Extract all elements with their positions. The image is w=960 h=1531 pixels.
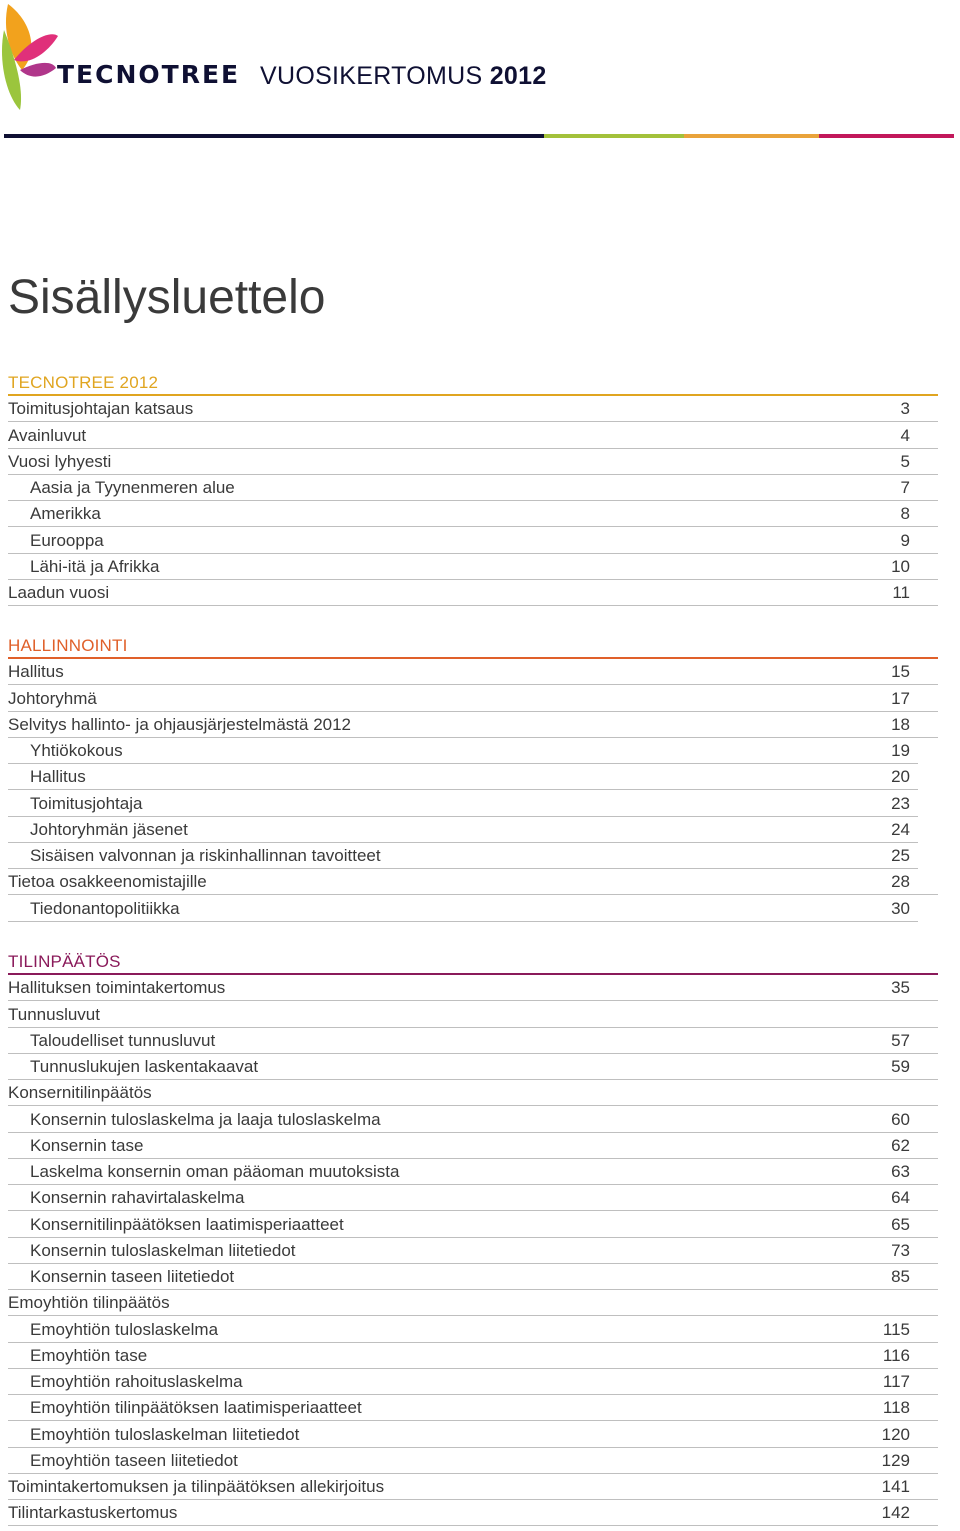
toc-entry-label: Aasia ja Tyynenmeren alue — [30, 478, 235, 497]
toc-entry-label: Emoyhtiön tuloslaskelman liitetiedot — [30, 1424, 300, 1444]
toc-entry-page: 18 — [891, 714, 910, 734]
toc-entry-label: Tietoa osakkeenomistajille — [8, 872, 207, 892]
section-title: TECNOTREE 2012 — [8, 373, 159, 392]
toc-entry-page: 62 — [891, 1135, 910, 1155]
toc-entry-label: Konsernin tuloslaskelma ja laaja tuloslaskelma — [30, 1109, 381, 1129]
toc-entry-page: 85 — [891, 1267, 910, 1286]
toc-entry-page: 23 — [891, 793, 910, 813]
toc-entry-label: Emoyhtiön tase — [30, 1345, 148, 1365]
toc-entry-page: 129 — [881, 1450, 910, 1470]
color-bar-segment — [684, 134, 819, 138]
toc-entry-page: 115 — [882, 1319, 910, 1339]
section-title: HALLINNOINTI — [8, 636, 128, 655]
toc-entry-label: Tilintarkastuskertomus — [8, 1503, 178, 1523]
toc-entry[interactable] — [8, 580, 938, 606]
toc-entry[interactable] — [8, 659, 938, 685]
toc-entry[interactable] — [8, 791, 918, 817]
toc-entry[interactable] — [8, 396, 938, 422]
toc-entry-label: Eurooppa — [30, 530, 104, 550]
page-title: Sisällysluettelo — [8, 271, 326, 324]
toc-entry[interactable] — [8, 1185, 938, 1211]
toc-entry-label: Toimintakertomuksen ja tilinpäätöksen allekirjoitus — [8, 1477, 385, 1496]
toc-entry[interactable] — [8, 1264, 938, 1290]
toc-entry-label: Johtoryhmän jäsenet — [30, 819, 188, 839]
toc-entry[interactable] — [8, 1448, 938, 1474]
toc-entry-page: 141 — [881, 1477, 910, 1496]
toc-entry[interactable] — [8, 449, 938, 475]
toc-entry-label: Toimitusjohtajan katsaus — [8, 399, 194, 419]
toc-entry-label: Emoyhtiön rahoituslaskelma — [30, 1372, 243, 1391]
toc-entry[interactable] — [8, 1238, 938, 1264]
toc-entry[interactable] — [8, 1369, 938, 1395]
toc-entry[interactable] — [8, 1212, 938, 1238]
toc-entry-page: 11 — [892, 583, 910, 602]
section-title: TILINPÄÄTÖS — [8, 952, 121, 971]
toc-entry[interactable] — [8, 1080, 938, 1106]
toc-entry-label: Konsernin tuloslaskelman liitetiedot — [30, 1240, 296, 1260]
toc-entry[interactable] — [8, 1317, 938, 1343]
toc-entry-label: Emoyhtiön taseen liitetiedot — [30, 1450, 238, 1470]
toc-entry-label: Laskelma konsernin oman pääoman muutoksista — [30, 1162, 400, 1181]
toc-entry-page: 5 — [900, 451, 910, 471]
toc-entry-label: Emoyhtiön tuloslaskelma — [30, 1319, 219, 1339]
toc-entry-label: Sisäisen valvonnan ja riskinhallinnan tavoitteet — [30, 846, 381, 865]
toc-entry-label: Amerikka — [30, 504, 101, 524]
toc-entry-page: 60 — [891, 1109, 910, 1129]
toc-entry-page: 8 — [900, 504, 910, 524]
toc-entry-page: 15 — [891, 662, 910, 682]
toc-entry-page: 59 — [891, 1057, 910, 1076]
toc-entry[interactable] — [8, 1133, 938, 1159]
toc-entry-page: 35 — [891, 978, 910, 998]
toc-entry-page: 24 — [891, 819, 910, 839]
toc-entry[interactable] — [8, 1002, 938, 1028]
toc-entry[interactable] — [8, 475, 938, 501]
toc-entry[interactable] — [8, 1474, 938, 1500]
toc-entry-label: Tunnuslukujen laskentakaavat — [30, 1057, 259, 1076]
toc-entry-page: 57 — [891, 1030, 910, 1050]
toc-entry[interactable] — [8, 1028, 938, 1054]
toc-entry[interactable] — [8, 896, 918, 922]
toc-entry-page: 19 — [891, 741, 910, 760]
toc-entry-page: 65 — [891, 1214, 910, 1234]
toc-entry-page: 17 — [891, 688, 910, 708]
toc-entry-label: Laadun vuosi — [8, 583, 110, 602]
toc-entry[interactable] — [8, 869, 938, 895]
toc-entry-label: Lähi-itä ja Afrikka — [30, 556, 160, 576]
toc-entry[interactable] — [8, 843, 918, 869]
toc-entry-label: Tunnusluvut — [8, 1004, 100, 1024]
toc-entry-page: 9 — [900, 530, 910, 550]
header-color-bar — [4, 134, 954, 138]
toc-entry[interactable] — [8, 1395, 938, 1421]
toc-section-heading — [8, 949, 938, 975]
toc-entry-page: 142 — [881, 1503, 910, 1523]
toc-entry[interactable] — [8, 1290, 938, 1316]
toc-entry[interactable] — [8, 1107, 938, 1133]
toc-entry[interactable] — [8, 501, 938, 527]
toc-entry[interactable] — [8, 423, 938, 449]
toc-entry-page: 28 — [891, 872, 910, 892]
toc-entry-label: Hallitus — [30, 767, 86, 787]
toc-entry[interactable] — [8, 554, 938, 580]
toc-entry-label: Taloudelliset tunnusluvut — [30, 1030, 216, 1050]
toc-entry[interactable] — [8, 738, 918, 764]
toc-entry-label: Tiedonantopolitiikka — [30, 898, 180, 918]
toc-entry-label: Hallituksen toimintakertomus — [8, 978, 226, 998]
toc-entry[interactable] — [8, 975, 938, 1001]
toc-entry[interactable] — [8, 1422, 938, 1448]
toc-entry[interactable] — [8, 817, 918, 843]
toc-entry-page: 117 — [882, 1372, 910, 1391]
toc-entry-page: 3 — [900, 399, 910, 419]
toc-entry-page: 10 — [891, 556, 910, 576]
report-header — [0, 0, 960, 140]
toc-entry-label: Konsernin tase — [30, 1135, 144, 1155]
toc-entry[interactable] — [8, 1343, 938, 1369]
toc-entry-page: 7 — [900, 478, 910, 497]
toc-entry[interactable] — [8, 712, 938, 738]
toc-entry-label: Vuosi lyhyesti — [8, 451, 112, 471]
toc-entry-page: 63 — [891, 1162, 910, 1181]
toc-entry-page: 118 — [882, 1398, 910, 1418]
toc-entry-page: 20 — [891, 767, 910, 787]
toc-entry-label: Selvitys hallinto- ja ohjausjärjestelmästä 2012 — [8, 714, 352, 734]
color-bar-segment — [819, 134, 954, 138]
toc-section-heading — [8, 370, 938, 396]
toc-entry-page: 4 — [900, 425, 910, 445]
toc-entry-page: 73 — [891, 1240, 910, 1260]
toc-entry-page: 30 — [891, 898, 910, 918]
color-bar-segment — [544, 134, 684, 138]
toc-entry-label: Konsernitilinpäätös — [8, 1083, 152, 1103]
toc-entry[interactable] — [8, 1054, 938, 1080]
toc-entry-label: Johtoryhmä — [8, 688, 97, 708]
toc-entry-label: Hallitus — [8, 662, 64, 682]
toc-entry[interactable] — [8, 528, 938, 554]
toc-entry-label: Konsernin rahavirtalaskelma — [30, 1188, 245, 1208]
toc-entry-label: Yhtiökokous — [30, 741, 123, 760]
toc-entry[interactable] — [8, 1159, 938, 1185]
toc-entry[interactable] — [8, 764, 918, 790]
toc-entry-page: 64 — [891, 1188, 910, 1208]
toc-entry-label: Emoyhtiön tilinpäätös — [8, 1293, 170, 1313]
toc-entry-label: Toimitusjohtaja — [30, 793, 143, 813]
tecnotree-flower-logo — [0, 0, 60, 120]
toc-entry-page: 116 — [882, 1345, 910, 1365]
toc-entry-page: 120 — [881, 1424, 910, 1444]
brand-name: TECNOTREE — [57, 60, 241, 89]
toc-entry-label: Konsernin taseen liitetiedot — [30, 1267, 235, 1286]
toc-entry-label: Konsernitilinpäätöksen laatimisperiaatteet — [30, 1214, 344, 1234]
color-bar-segment — [4, 134, 544, 138]
toc-section-heading — [8, 633, 938, 659]
toc-entry[interactable] — [8, 686, 938, 712]
toc-entry-page: 25 — [891, 846, 910, 865]
toc-entry-label: Avainluvut — [8, 425, 87, 445]
toc-entry[interactable] — [8, 1500, 938, 1526]
report-title: VUOSIKERTOMUS 2012 — [260, 62, 547, 90]
toc-entry-label: Emoyhtiön tilinpäätöksen laatimisperiaatteet — [30, 1398, 362, 1418]
